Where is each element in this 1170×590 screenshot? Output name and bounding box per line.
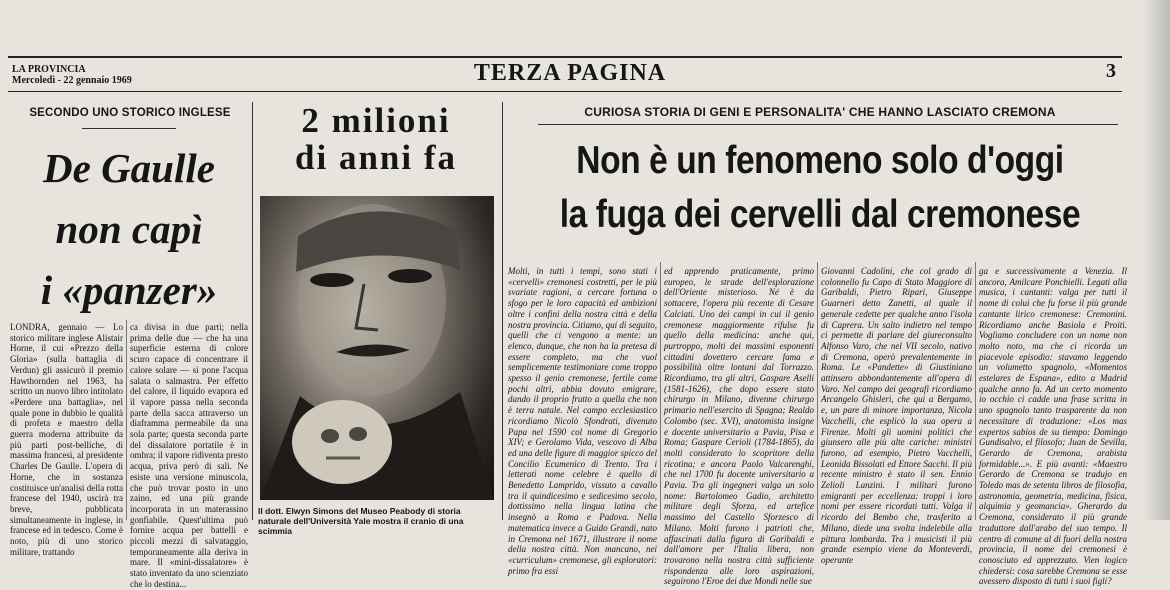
page-number: 3	[1106, 60, 1116, 82]
right-kicker-rule	[538, 124, 1118, 125]
headline-line-2: non capì	[55, 206, 203, 252]
masthead-paper-info	[12, 64, 132, 86]
photo-illustration	[260, 196, 494, 500]
column-rule	[817, 262, 818, 520]
section-title: TERZA PAGINA	[473, 60, 667, 86]
brain-drain-headline	[550, 134, 1090, 242]
two-million-headline	[258, 102, 494, 176]
left-article-col-1: LONDRA, gennaio — Lo storico militare inglese Alistair Horne, il cui «Prezzo della Gloria» (sulla battaglia di Verdun) gli assicurò il premio Hawthornden nel 1963, ha scritto un nuovo libro intitolato «Perdere una battaglia», nel quale pone in dubbio le qualità di profeta e maestro della guerra moderna attribuite da più parti post-belliche, di massima francesi, al presidente Charles De Gaulle. L'opera di Horne, che in sostanza costituisce un'analisi della rotta francese del 1940, uscirà tra breve, pubblicata simultaneamente in inglese, in francese ed in tedesco. Come è noto, più di uno storico militare, trattando	[10, 322, 123, 557]
masthead-bottom-rule	[8, 91, 1122, 92]
headline-line-3: i «panzer»	[40, 267, 218, 313]
column-rule	[660, 262, 661, 520]
column-rule	[126, 320, 127, 520]
right-article-col-2: ed apprendo praticamente, primo europeo, le strade dell'esplorazione dell'Oriente misterioso. Né è da sottacere, l'opera più recente di Cesare Calciati. Uno dei campi in cui il genio cremonese maggiormente rifulse fu quello della medicina: anche qui, purtroppo, molti dei massimi esponenti cittadini dovettero cercare fama e possibilità oltre lontani dal Torrazzo. Ricordiamo, tra gli altri, Gaspare Aselli (1581-1626), che dopo essere stato chirurgo in Milano, divenne chirurgo primario nell'esercito di Spagna; Realdo Colombo (sec. XVI), anatomista insigne e docente universitario a Pavia, Pisa e Roma; Gaspare Cerioli (1784-1865), da molti considerato lo scopritore della ricotina; e ancora Paolo Valcarenghi, che nel 1700 fu docente universitario a Pavia. Tra gli ingegneri valga un solo nome: Bartolomeo Gadio, architetto militare degli Sforza, ed artefice massimo del Castello Sforzesco di Milano. Molti furono i patrioti che, affascinati dalla figura di Garibaldi e dall'amore per l'Italia libera, non trovarono nella nostra città sufficiente rispondenza alle loro aspirazioni, seguirono l'Eroe dei due Mondi nelle sue	[664, 266, 814, 587]
left-article-col-2: ca divisa in due parti; nella prima delle due — che ha una superficie esterna di colore scuro capace di concentrare il calore solare — si pone l'acqua salata o salmastra. Per effetto del calore, il liquido evapora ed il vapore passa nella seconda parte della sacca attraverso un diaframma permeabile da una sola parte; questa seconda parte del dissalatore portatile è in ombra; il vapore ridiventa presto acqua, priva però di sali. Ne esiste una versione minuscola, che può trovar posto in uno zaino, ed una più grande incorporata in un materassino gonfiabile. Quest'ultima può fornire acqua per battelli e piccoli mezzi di salvataggio, temporaneamente alla deriva in mare. Il «mini-dissalatore» è stato inventato da uno scienziato che lo destina...	[130, 322, 248, 589]
issue-date: Mercoledì - 22 gennaio 1969	[12, 75, 132, 86]
left-kicker: SECONDO UNO STORICO INGLESE	[29, 107, 231, 119]
headline-line-1: De Gaulle	[43, 145, 215, 191]
photo-caption: Il dott. Elwyn Simons del Museo Peabody di storia naturale dell'Università Yale mostra il cranio di una scimmia	[258, 506, 464, 536]
column-rule	[252, 102, 253, 520]
de-gaulle-headline	[12, 138, 246, 321]
headline-line-1: Non è un fenomeno solo d'oggi	[576, 139, 1064, 182]
paper-name: LA PROVINCIA	[12, 64, 86, 75]
page-edge-shadow	[1142, 0, 1170, 520]
headline-line-2: la fuga dei cervelli dal cremonese	[559, 193, 1081, 236]
news-photo	[260, 196, 494, 500]
right-article-col-1: Molti, in tutti i tempi, sono stati i «cervelli» cremonesi costretti, per le più svariate ragioni, a cercare fortuna o sfogo per le loro capacità ed ambizioni oltre i confini della nostra città e della nostra provincia. Citiamo, qui di seguito, quelli che ci vengono a mente: un elenco, dunque, che non ha la pretesa di essere completo, ma che vuol semplicemente testimoniare come troppo spesso il genio cremonese, fertile come pochi altri, abbia dovuto emigrare, dando il proprio frutto a quella che non è terra natale. Nel campo ecclesiastico ricordiamo Nicolò Sfondrati, divenuto Papa nel 1590 col nome di Gregorio XIV; e Gerolamo Vida, vescovo di Alba ed una delle figure di maggior spicco del Concilio Ecumenico di Trento. Tra i letterati nome celebre è quello di Benedetto Lamprido, vissuto a cavallo tra il quindicesimo e sedicesimo secolo, dottissimo nella lingua latina che insegnò a Roma e Padova. Nella matematica invece a Guido Grandi, nato in Cremona nel 1671, illustrare il nome della nostra città. Non mancano, nei «curriculum» cremonese, gli esploratori: primo fra essi	[508, 266, 657, 576]
right-article-col-3: Giovanni Cadolini, che col grado di colonnello fu Capo di Stato Maggiore di Garibaldi, Pietro Ripari, Giuseppe Guarneri detto Zanetti, al quale il generale cedette per qualche anno l'isola di Caprera. Un salto indietro nel tempo ci permette di parlare del giureconsulto Alfonso Varo, che nel VII secolo, nativo di Cremona, operò prevalentemente in Roma. Le «Pandette» di Giustiniano attinsero abbondantemente all'opera di Varo. Nel campo dei geografi ricordiamo Arcangelo Ghisleri, che qui a Bergamo, e, un pare di minore importanza, Nicola Vacchelli, che esplicò la sua opera a Firenze. Molti gli uomini politici che giunsero alle più alte cariche: ministri furono, ad esempio, Pietro Vacchelli, Leonida Bissolati ed Ettore Sacchi. Il più recente ministro è stato il sen. Ennio Zelioli Lanzini. I militari furono emigranti per eccellenza: troppi i loro nomi per essere ricordati tutti. Valga il ricordo del Bembo che, trasferito a Milano, diede una svolta indelebile alla pittura lombarda. Tra i musicisti il più grande esempio viene da Monteverdi, operante	[821, 266, 972, 565]
headline-line-1: 2 milioni	[301, 101, 451, 140]
column-rule	[502, 102, 503, 520]
left-kicker-rule	[82, 128, 176, 129]
headline-line-2: di anni fa	[295, 138, 457, 177]
right-kicker: CURIOSA STORIA DI GENI E PERSONALITA' CHE HANNO LASCIATO CREMONA	[584, 105, 1056, 119]
column-rule	[975, 262, 976, 520]
right-article-col-4: ga e successivamente a Venezia. Il ancora, Amilcare Ponchielli. Legati alla musica, i cantanti: valga per tutti il nome di colui che fu forse il più grande cantante lirico cremonese: Cremonini. Ricordiamo anche Basiola e Proiti. Vogliamo concludere con un nome non molto noto, ma che ci ricorda un piacevole episodio: stavamo leggendo un volumetto spagnolo, «Momentos estelares de Espana», edito a Madrid qualche anno fa. Ad un certo momento io occhio ci cadde una frase scritta in uno spagnolo tanto trasparente da non necessitare di traduzione: «Los mas expertos sabios de su tiempo: Domingo Gundisalvo, el filosofo; Juan de Sevilla, Gerardo de Cremona, arabista formidable...». E più avanti: «Maestro Gerardo de Cremona se tradujo en Toledo mas de setenta libros de filosofia, astronomia, geometria, medicina, fisica, alquimia y geomancia». Gherardo da Cremona, considerato il più grande traduttore dall'arabo del suo tempo. Il centro di comune al di fuori della nostra provincia, il nome dei cremonesi è conosciuto ed apprezzato. Vien logico chiedersi: cosa sarebbe Cremona se esse avessero disposto di tutti i suoi figli?	[979, 266, 1127, 587]
masthead-top-rule	[8, 56, 1122, 58]
